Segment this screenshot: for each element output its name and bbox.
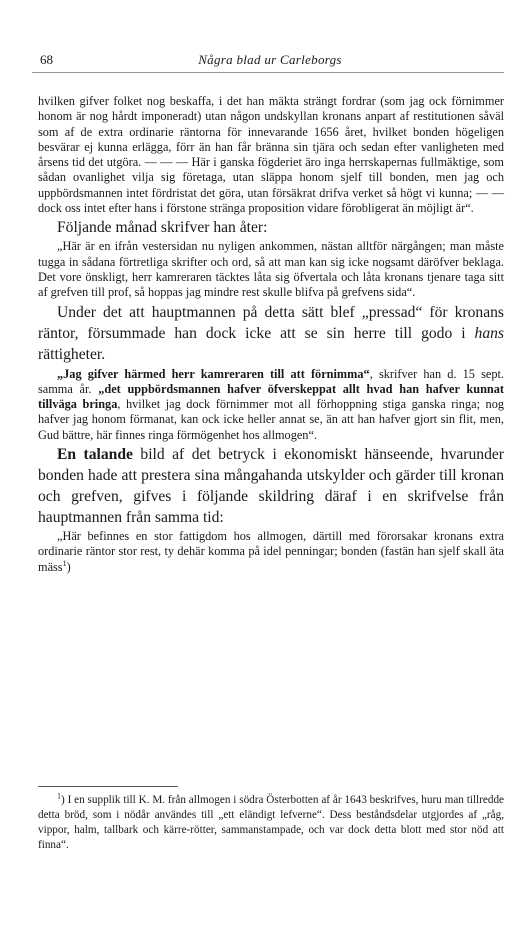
running-title: Några blad ur Carleborgs — [198, 52, 342, 67]
paragraph-narrative-1: Följande månad skrifver han åter: — [57, 219, 268, 237]
body-text — [38, 94, 504, 575]
page-header — [40, 52, 500, 72]
footnote-reference[interactable]: 1 — [62, 558, 67, 568]
quote-3-bold-b: „det uppbördsmannen hafver öfverskeppat allt hvad han hafver kunnat tillväga bringa — [38, 381, 504, 412]
narrative-3-text: bild af det betryck i ekonomiskt hänseende, hvarunder bonden hade att prestera sina mångahanda utskylder och gärder till kronan och grefven, gifves i följande skildring däraf i en skrifvelse från hauptmannen från samma tid: — [38, 446, 505, 527]
header-rule — [32, 72, 504, 73]
page-number: 68 — [40, 52, 53, 67]
paragraph-letter-quote-2: „Här är en ifrån vestersidan nu nyligen ankommen, nästan alltför närgången; man måste tugga in sådana förtretliga skrifter och ord, så att man kan sig icke nogsamt däröfver beklaga. Det vore önskligt, herr kamreraren täcktes låta sig öfvertala och låta kronans tjenare taga sitt af grefven till prof, så hoppas jag mindre rest skulle blifva på grefvens sida“. — [38, 239, 504, 300]
footnote — [38, 793, 504, 853]
paragraph-narrative-3 — [38, 444, 504, 528]
narrative-2-text-a: Under det att hauptmannen på detta sätt blef „pressad“ för kronans räntor, försummade han dock icke att se sin herre till godo i — [38, 303, 504, 342]
paragraph-letter-quote-4 — [38, 529, 504, 575]
paragraph-letter-quote-1: hvilken gifver folket nog beskaffa, i det han mäkta strängt fordrar (som jag ock förnimmer honom är nog hårdt imponeradt) utan någon undskyllan kronans anpart af restitutionen såväl som af de extra ordinarie räntorna för innevarande 1656 året, hvilket bonden högeligen besvärar ej kunna erlägga, förr än han får bränna sin tjära och sedan efter vanligheten med årsens tid det utgöra. — — — Här i ganska fögderiet äro inga herrskapernas fullmäktige, som sådan ovanlighet vilja sig företaga, utan släppa honom sjelf till bonden, men jag och uppbördsmannen intet fördristat det göra, utan försäkrat drifva verket så högt vi kunna; — — dock oss intet efter hans i förstone stränga proposition vidare förobligerat än möjligt är“. — [38, 94, 504, 216]
footnote-marker: 1 — [57, 791, 61, 801]
paragraph-letter-quote-3 — [38, 367, 504, 443]
footnote-text: ) I en supplik till K. M. från allmogen i södra Österbotten af år 1643 beskrifves, huru man tillredde detta bröd, som i nödår användes till „ett eländigt lefverne“. Dess beståndsdelar utgjordes af „råg, vippor, halm, tallbark och kärre-rötter, sammanstampade, och var dock detta blott med stor nöd att finna“. — [38, 794, 504, 851]
quote-4-end: ) — [66, 559, 71, 574]
quote-3-text-a: , skrifver han d. 15 sept. samma år. — [38, 366, 504, 396]
narrative-2-text-b: rättigheter. — [38, 345, 106, 363]
quote-4-text: „Här befinnes en stor fattigdom hos allmogen, därtill med förorsakar kronans extra ordinarie räntor stor rest, ty dehär komma på idel penningar; bonden (fastän han sjelf skall äta mäss — [38, 529, 504, 574]
narrative-3-bold: En talande — [57, 446, 133, 464]
quote-3-bold-a: „Jag gifver härmed herr kamreraren till att förnimma“ — [57, 366, 370, 381]
paragraph-narrative-2 — [38, 302, 504, 365]
quote-3-text-b: , hvilket jag dock förnimmer mot all förhoppning stiga ganska ringa; nog hafver jag honom förmanat, kan ock icke heller annat se, än att han hafver gjort sin flit, men, Gud bättre, här finnes ringa förmögenhet hos allmogen“. — [38, 397, 504, 442]
narrative-2-italic-word: hans — [474, 324, 504, 342]
footnote-rule — [38, 786, 178, 787]
